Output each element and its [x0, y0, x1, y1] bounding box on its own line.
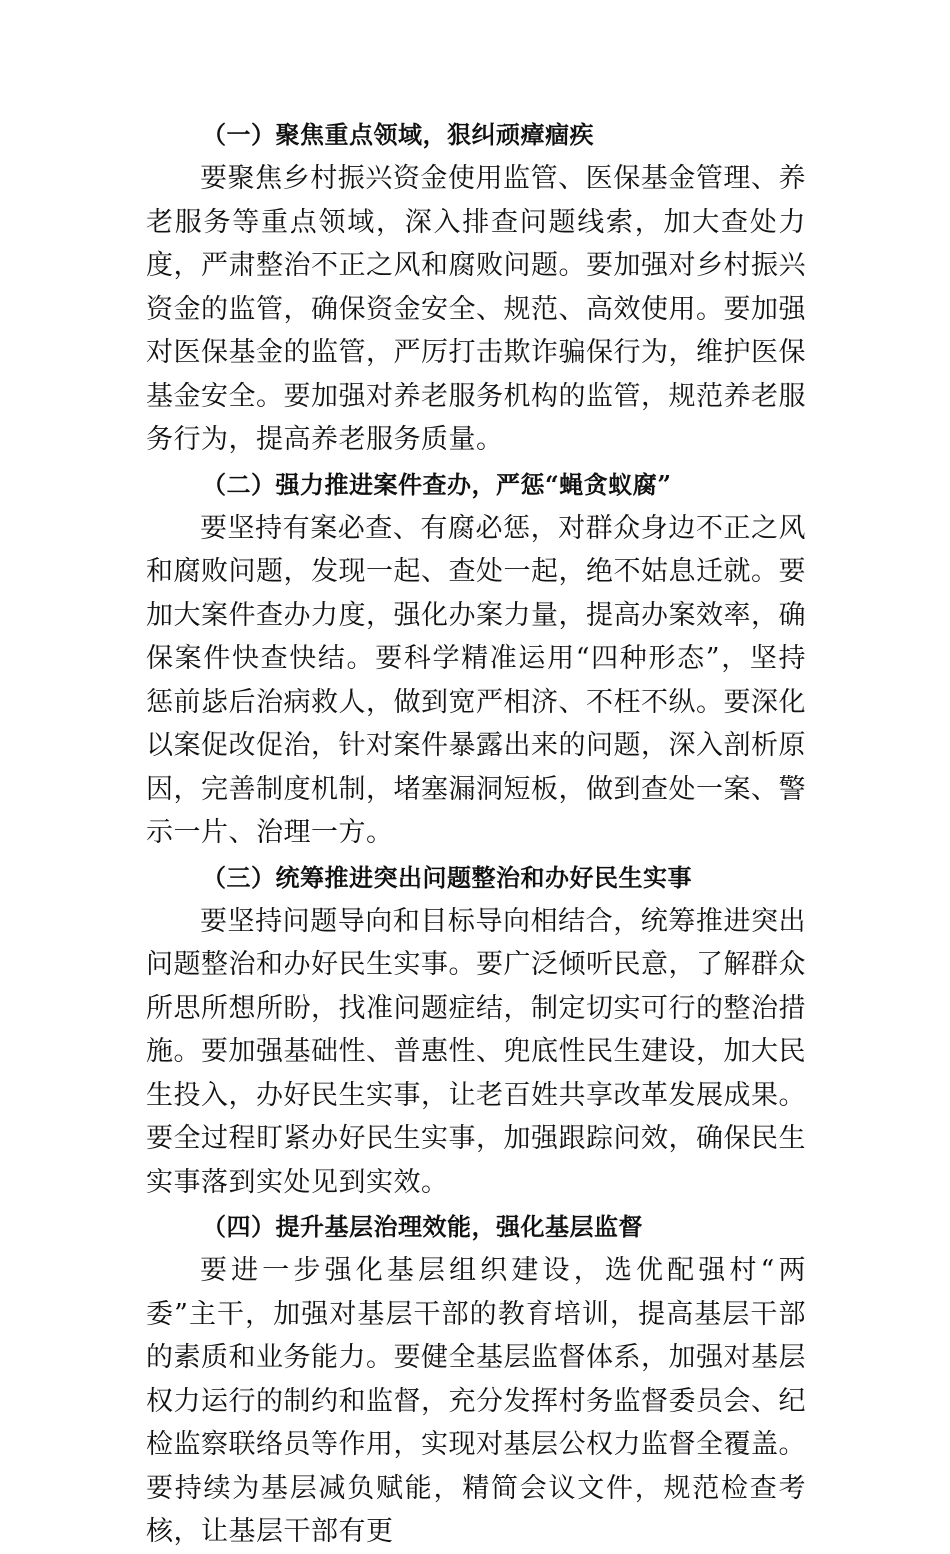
section-1-heading: （一）聚焦重点领域，狠纠顽瘴痼疾 [202, 120, 594, 149]
document-page [146, 112, 806, 1554]
section-2-body: 要坚持有案必查、有腐必惩，对群众身边不正之风和腐败问题，发现一起、查处一起，绝不姑息迁就。要加大案件查办力度，强化办案力量，提高办案效率，确保案件快查快结。要科学精准运用“四种形态”，坚持惩前毖后治病救人，做到宽严相济、不枉不纵。要深化以案促改促治，针对案件暴露出来的问题，深入剖析原因，完善制度机制，堵塞漏洞短板，做到查处一案、警示一片、治理一方。 [146, 512, 806, 848]
section-1-body: 要聚焦乡村振兴资金使用监管、医保基金管理、养老服务等重点领域，深入排查问题线索，加大查处力度，严肃整治不正之风和腐败问题。要加强对乡村振兴资金的监管，确保资金安全、规范、高效使用。要加强对医保基金的监管，严厉打击欺诈骗保行为，维护医保基金安全。要加强对养老服务机构的监管，规范养老服务行为，提高养老服务质量。 [146, 163, 806, 455]
section-3-heading: （三）统筹推进突出问题整治和办好民生实事 [202, 862, 692, 892]
section-3-body: 要坚持问题导向和目标导向相结合，统筹推进突出问题整治和办好民生实事。要广泛倾听民意，了解群众所思所想所盼，找准问题症结，制定切实可行的整治措施。要加强基础性、普惠性、兜底性民生建设，加大民生投入，办好民生实事，让老百姓共享改革发展成果。要全过程盯紧办好民生实事，加强跟踪问效，确保民生实事落到实处见到实效。 [146, 905, 806, 1198]
section-2-heading: （二）强力推进案件查办，严惩“蝇贪蚁腐” [202, 469, 672, 499]
section-4-heading: （四）提升基层治理效能，强化基层监督 [202, 1212, 643, 1241]
section-4-body: 要进一步强化基层组织建设，选优配强村“两委”主干，加强对基层干部的教育培训，提高基层干部的素质和业务能力。要健全基层监督体系，加强对基层权力运行的制约和监督，充分发挥村务监督委员会、纪检监察联络员等作用，实现对基层公权力监督全覆盖。要持续为基层减负赋能，精简会议文件，规范检查考核，让基层干部有更 [146, 1255, 806, 1547]
